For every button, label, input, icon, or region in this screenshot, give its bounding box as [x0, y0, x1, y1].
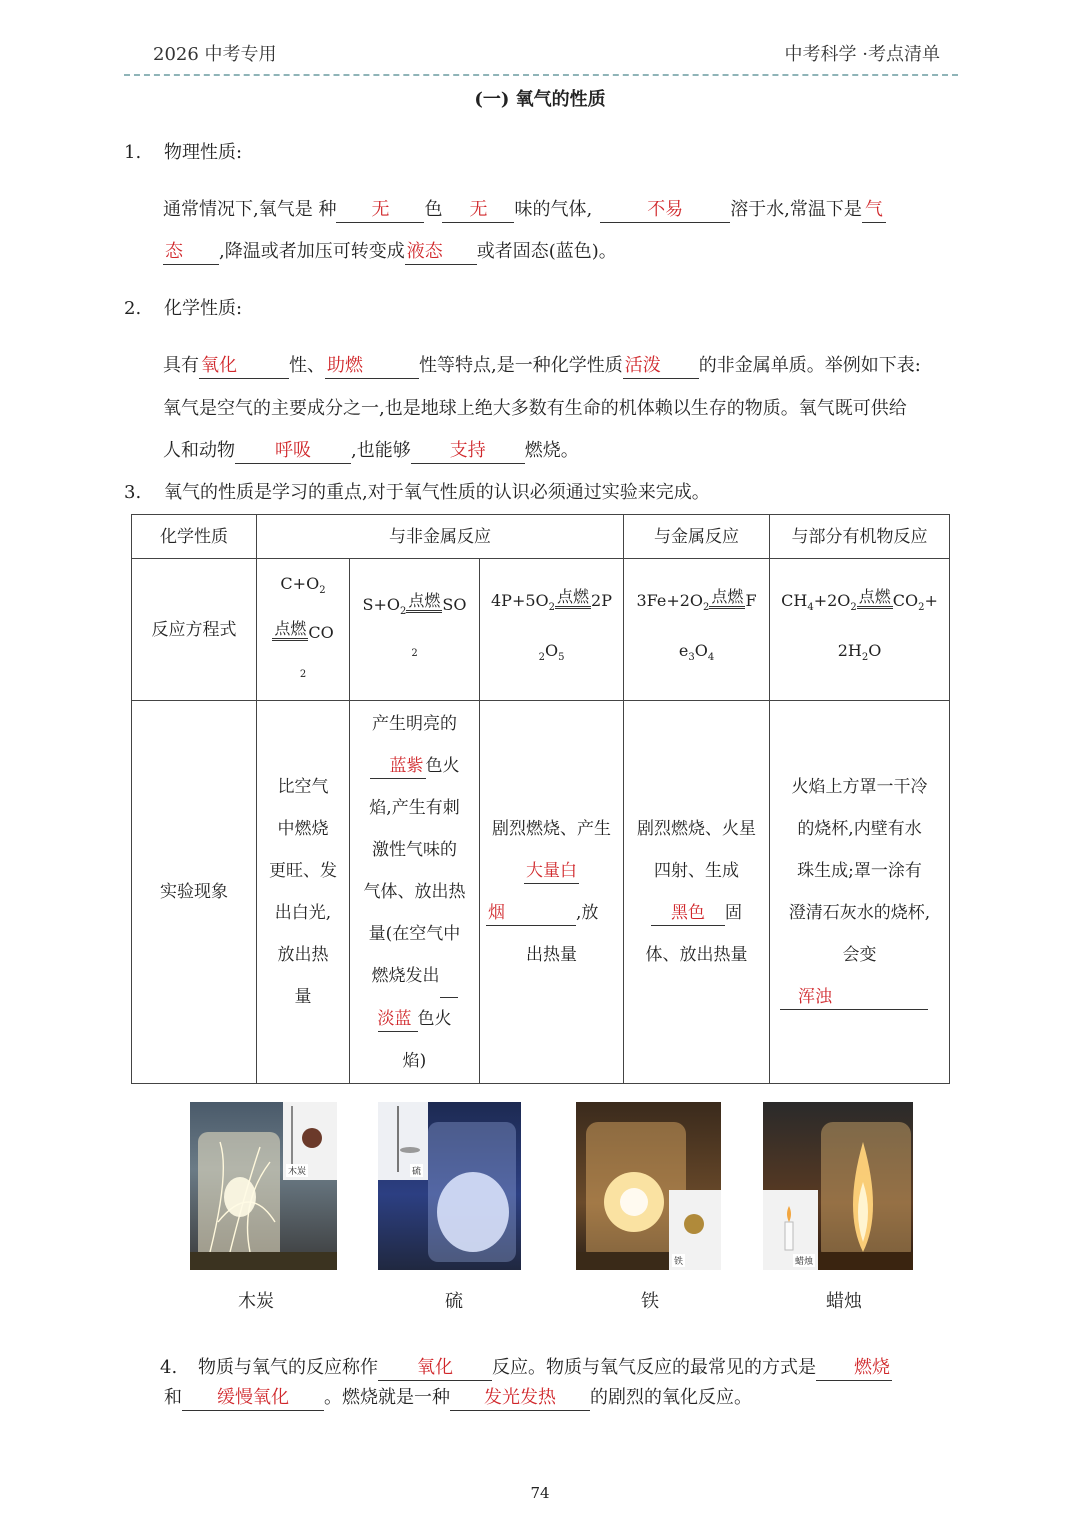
cell-line: 焰): [402, 1050, 427, 1071]
charcoal-jar-illustration: [190, 1102, 337, 1270]
eq-sub: 4: [807, 602, 814, 614]
cell-line: 量(在空气中: [368, 923, 461, 944]
text: ,降温或者加压可转变成: [219, 241, 405, 262]
section-4-line-2: [164, 1383, 752, 1413]
eq-sub: 2: [299, 669, 307, 681]
eq-sub: 2: [703, 602, 710, 614]
cell-line: 色火: [425, 755, 460, 776]
equation-iron: [624, 559, 770, 701]
text: 性等特点,是一种化学性质: [419, 355, 623, 376]
condition-label: 点燃: [857, 588, 893, 609]
text: 和: [164, 1387, 182, 1408]
condition-label: 点燃: [272, 620, 308, 641]
header-right: 中考科学 ·考点清单: [784, 44, 940, 65]
text: 味的气体,: [514, 199, 593, 220]
text: 的剧烈的氧化反应。: [590, 1387, 752, 1408]
eq-text: CH: [781, 591, 808, 611]
header-left: 2026 中考专用: [153, 44, 277, 65]
eq-text: SO: [442, 594, 467, 614]
table-header-cell: 与金属反应: [624, 515, 770, 559]
answer-blank: 呼吸: [235, 439, 351, 464]
phenomenon-sulfur: [350, 701, 480, 1084]
section-1-line-2: [163, 231, 617, 273]
answer-blank: 态: [163, 240, 219, 265]
equation-phosphorus: [480, 559, 624, 701]
cell-line: 体、放出热量: [645, 945, 748, 965]
section-2-line-2: 氧气是空气的主要成分之一,也是地球上绝大多数有生命的机体赖以生存的物质。氧气既可供给: [163, 398, 907, 419]
cell-line: 出热量: [526, 945, 577, 965]
table-row-equations: [132, 559, 950, 701]
eq-text: CO: [892, 591, 919, 611]
text: 性、: [289, 355, 325, 376]
section-3-text: 氧气的性质是学习的重点,对于氧气性质的认识必须通过实验来完成。: [164, 482, 710, 503]
phenomenon-methane: [770, 701, 950, 1084]
equation-methane: [770, 559, 950, 701]
answer-blank: 不易: [600, 198, 730, 223]
answer-blank: 无: [336, 198, 424, 223]
cell-line: 固: [725, 903, 743, 923]
eq-text: S+O: [362, 594, 400, 614]
text: 色: [424, 199, 443, 220]
answer-blank: 液态: [405, 240, 477, 265]
eq-text: CO: [308, 623, 334, 643]
caption-iron: 铁: [641, 1291, 659, 1312]
photo-sulfur: [378, 1102, 521, 1270]
section-1-line-1: [163, 189, 886, 231]
eq-text: F: [745, 591, 757, 611]
eq-text: 2H: [837, 640, 862, 660]
text: ,也能够: [351, 440, 411, 461]
text: 物质与氧气的反应称作: [198, 1357, 378, 1378]
photo-tag: 蜡烛: [793, 1254, 815, 1267]
cell-line: 剧烈燃烧、火星: [637, 819, 757, 839]
section-2-heading: 化学性质:: [164, 298, 243, 319]
candle-jar-illustration: [763, 1102, 913, 1270]
answer-blank: 淡蓝: [378, 1007, 418, 1032]
cell-line: 澄清石灰水的烧杯,: [788, 903, 931, 923]
eq-text: e: [678, 640, 689, 660]
photo-candle: [763, 1102, 913, 1270]
condition-label: 点燃: [709, 588, 745, 609]
oxygen-reaction-table: [131, 514, 950, 1084]
row-label: 实验现象: [132, 701, 257, 1084]
row-label: 反应方程式: [132, 559, 257, 701]
answer-blank: 助燃: [325, 354, 419, 379]
text: 溶于水,常温下是: [730, 199, 862, 220]
eq-text: O: [544, 640, 559, 660]
eq-text: 2P: [591, 591, 612, 611]
cell-line: 色火: [417, 1008, 452, 1029]
equation-carbon: [257, 559, 350, 701]
section-2-number: 2.: [124, 298, 142, 319]
photo-iron: [576, 1102, 721, 1270]
eq-sub: 5: [558, 651, 565, 663]
answer-blank: 浑浊: [780, 985, 928, 1010]
section-2-line-3: [163, 430, 579, 472]
answer-blank: 气: [862, 198, 886, 223]
answer-blank: 黑色: [651, 901, 725, 926]
answer-blank: 支持: [411, 439, 525, 464]
cell-line: 会变: [842, 945, 877, 965]
eq-sub: 2: [538, 651, 545, 663]
cell-line: 气体、放出热: [363, 881, 466, 902]
header-divider: [124, 74, 958, 76]
table-header-cell: 与非金属反应: [257, 515, 624, 559]
page-title: (一) 氧气的性质: [474, 89, 606, 110]
table-row-phenomena: [132, 701, 950, 1084]
eq-text: 3Fe+2O: [636, 591, 704, 611]
blank-line: [440, 955, 458, 998]
table-header-cell: 化学性质: [132, 515, 257, 559]
eq-sub: 2: [850, 602, 857, 614]
text: 燃烧。: [524, 440, 579, 461]
text: 。燃烧就是一种: [324, 1387, 450, 1408]
text: 反应。物质与氧气反应的最常见的方式是: [492, 1357, 816, 1378]
cell-line: 量: [294, 987, 312, 1007]
photo-tag: 铁: [672, 1254, 685, 1267]
answer-blank: 蓝紫: [370, 754, 426, 779]
table-header-row: [132, 515, 950, 559]
section-4-number: 4.: [160, 1357, 178, 1378]
answer-blank: 烟: [486, 901, 576, 926]
eq-sub: 2: [411, 648, 418, 660]
answer-blank: 无: [442, 198, 514, 223]
phenomenon-phosphorus: [480, 701, 624, 1084]
cell-line: 中燃烧: [277, 819, 329, 839]
caption-candle: 蜡烛: [826, 1291, 862, 1312]
eq-sub: 2: [319, 585, 326, 597]
answer-blank: 大量白: [524, 859, 579, 884]
caption-sulfur: 硫: [445, 1291, 463, 1312]
table-header-cell: 与部分有机物反应: [770, 515, 950, 559]
eq-sub: 2: [918, 602, 925, 614]
cell-line: 的烧杯,内壁有水: [797, 819, 922, 839]
cell-line: 四射、生成: [654, 861, 740, 881]
phenomenon-iron: [624, 701, 770, 1084]
eq-text: C+O: [280, 573, 320, 593]
text: 或者固态(蓝色)。: [476, 241, 617, 262]
eq-text: +2O: [813, 591, 851, 611]
text: 的非金属单质。举例如下表:: [698, 355, 921, 376]
iron-jar-illustration: [576, 1102, 721, 1270]
text: 人和动物: [163, 440, 235, 461]
cell-line: 焰,产生有刺: [369, 797, 460, 818]
eq-sub: 4: [707, 651, 715, 663]
text: 具有: [163, 355, 199, 376]
eq-text: O: [694, 640, 708, 660]
cell-line: 更旺、发: [269, 861, 337, 881]
eq-sub: 2: [400, 606, 407, 618]
cell-line: 珠生成;罩一涂有: [797, 861, 922, 881]
caption-charcoal: 木炭: [238, 1291, 274, 1312]
section-2-line-1: [163, 345, 921, 387]
condition-label: 点燃: [555, 588, 591, 609]
photo-charcoal: [190, 1102, 337, 1270]
eq-sub: 2: [861, 651, 869, 663]
cell-line: 激性气味的: [372, 839, 457, 860]
cell-line: 燃烧发出: [371, 965, 440, 986]
cell-line: 放出热: [277, 945, 329, 965]
answer-blank: 燃烧: [816, 1356, 892, 1381]
sulfur-jar-illustration: [378, 1102, 521, 1270]
eq-text: +: [924, 591, 938, 611]
cell-line: 剧烈燃烧、产生: [492, 819, 611, 839]
answer-blank: 缓慢氧化: [182, 1386, 324, 1411]
photo-tag: 硫: [410, 1164, 423, 1177]
cell-line: 产生明亮的: [372, 713, 457, 734]
eq-sub: 3: [688, 651, 695, 663]
answer-blank: 活泼: [623, 354, 699, 379]
section-1-number: 1.: [124, 142, 142, 163]
section-3-number: 3.: [124, 482, 142, 503]
photo-tag: 木炭: [286, 1164, 308, 1177]
cell-line: 比空气: [277, 777, 329, 797]
eq-text: O: [868, 640, 882, 660]
cell-line: ,放: [576, 903, 599, 923]
equation-sulfur: [350, 559, 480, 701]
text: 通常情况下,氧气是 种: [163, 199, 337, 220]
section-1-heading: 物理性质:: [164, 142, 243, 163]
page-number: 74: [530, 1484, 550, 1502]
condition-label: 点燃: [406, 592, 442, 613]
answer-blank: 氧化: [378, 1356, 492, 1381]
phenomenon-carbon: [257, 701, 350, 1084]
section-4-line-1: [198, 1353, 892, 1383]
cell-line: 出白光,: [274, 903, 332, 923]
eq-text: 4P+5O: [491, 591, 549, 611]
answer-blank: 发光发热: [450, 1386, 590, 1411]
eq-sub: 2: [548, 602, 556, 614]
answer-blank: 氧化: [199, 354, 289, 379]
cell-line: 火焰上方罩一干冷: [791, 777, 928, 797]
